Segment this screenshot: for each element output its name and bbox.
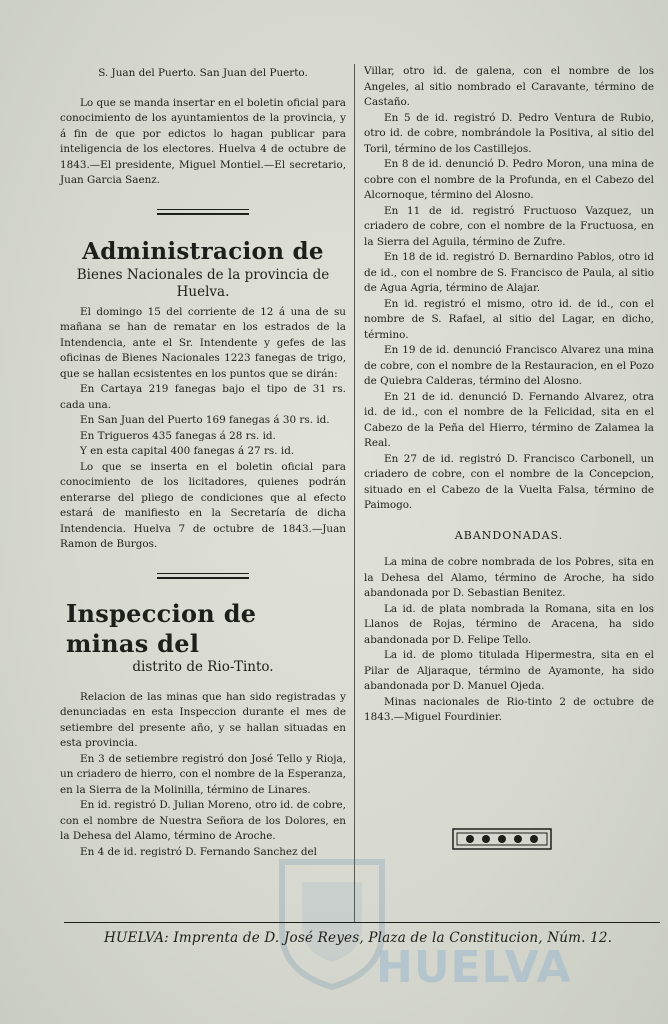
abandoned-heading: ABANDONADAS. [454,528,564,542]
admin-paragraph: Lo que se inserta en el boletin oficial para conocimiento de los licitadores, quienes podrán enterarse del pliego de condiciones que al efecto estará de manifiesto en la Secretaría de dicha Intendencia. Huelva 7 de octubre de 1843.—Juan Ramon de Burgos. [60,460,346,550]
mine-entry: En 21 de id. denunció D. Fernando Alvarez, otra id. de id., con el nombre de la Felicidad, sita en el Cabezo de la Peña del Hierro, término de Zalamea la Real. [364,390,654,449]
abandoned-entry: La id. de plata nombrada la Romana, sita en los Llanos de Rojas, término de Aracena, ha sido abandonada por D. Felipe Tello. [364,602,654,646]
mine-entry: En id. registró el mismo, otro id. de id., con el nombre de S. Rafael, al sitio del Lagar, en dicho, término. [364,297,654,341]
admin-title: Administracion de [82,237,324,265]
admin-paragraph: El domingo 15 del corriente de 12 á una de su mañana se han de rematar en los estrados de la Intendencia, ante el Sr. Intendente y gefes de las oficinas de Bienes Nacionales 1223 fanegas de trigo, que se hallan ecsistentes en los puntos que se dirán: [60,305,346,380]
inspection-paragraph: En 4 de id. registró D. Fernando Sanchez del [80,845,317,858]
admin-subtitle: Bienes Nacionales de la provincia de Huelva. [76,266,330,300]
watermark-shield-icon [272,842,392,992]
mine-entry: En 5 de id. registró D. Pedro Ventura de Rubio, otro id. de cobre, nombrándole la Positiva, al sitio del Toril, término de los Castillejos. [364,111,654,155]
abandoned-entry: La id. de plomo titulada Hipermestra, sita en el Pilar de Aljaraque, término de Ayamonte, ha sido abandonada por D. Manuel Ojeda. [364,649,654,692]
column-divider [354,64,355,922]
abandoned-entry: Minas nacionales de Rio-tinto 2 de octubre de 1843.—Miguel Fourdinier. [364,695,654,723]
section-rule [157,209,249,215]
inspection-paragraph: Relacion de las minas que han sido registradas y denunciadas en esta Inspeccion durante el mes de setiembre del presente año, y se hallan situadas en esta provincia. [60,690,346,749]
watermark-text: HUELVA [376,942,572,993]
imprint-line: HUELVA: Imprenta de D. José Reyes, Plaza de la Constitucion, Núm. 12. [104,930,613,946]
intro-notice: Lo que se manda insertar en el boletin oficial para conocimiento de los ayuntamientos de la provincia, y á fin de que por edictos lo hagan publicar para inteligencia de los electores. Huelva 4 de octubre de 1843.—El presidente, Miguel Montiel.—El secretario, Juan Garcia Saenz. [60,96,346,186]
inspection-subtitle: distrito de Rio-Tinto. [132,658,274,675]
left-column [60,58,346,860]
top-line: S. Juan del Puerto. San Juan del Puerto. [98,67,308,79]
right-column [364,64,654,726]
section-rule [157,573,249,579]
inspection-title: Inspeccion de minas del [66,598,257,658]
admin-paragraph: En Trigueros 435 fanegas á 28 rs. id. [80,429,276,442]
admin-paragraph: En San Juan del Puerto 169 fanegas á 30 rs. id. [80,414,330,426]
mine-entry: En 19 de id. denunció Francisco Alvarez una mina de cobre, con el nombre de la Restauracion, en el Pozo de Quiebra Calderas, término del Alosno. [364,344,654,387]
colophon-ornament [452,828,552,850]
mine-entry: En 11 de id. registró Fructuoso Vazquez, un criadero de cobre, con el nombre de la Fructuosa, en la Sierra del Aguila, término de Zufre. [364,204,654,248]
inspection-paragraph: En id. registró D. Julian Moreno, otro id. de cobre, con el nombre de Nuestra Señora de los Dolores, en la Dehesa del Alamo, término de Aroche. [60,799,346,842]
mine-entry: Villar, otro id. de galena, con el nombre de los Angeles, al sitio nombrado el Caravante, término de Castaño. [364,65,654,108]
admin-paragraph: En Cartaya 219 fanegas bajo el tipo de 31 rs. cada una. [60,383,346,411]
mine-entry: En 18 de id. registró D. Bernardino Pablos, otro id de id., con el nombre de S. Francisco de Paula, al sitio de Agua Agria, término de Alajar. [364,251,654,294]
inspection-paragraph: En 3 de setiembre registró don José Tello y Rioja, un criadero de hierro, con el nombre de la Esperanza, en la Sierra de la Molinilla, término de Linares. [60,752,346,796]
mine-entry: En 27 de id. registró D. Francisco Carbonell, un criadero de cobre, con el nombre de la Concepcion, situado en el Cabezo de la Vuelta Falsa, término de Paimogo. [364,452,654,511]
admin-paragraph: Y en esta capital 400 fanegas á 27 rs. id. [80,445,295,457]
mine-entry: En 8 de id. denunció D. Pedro Moron, una mina de cobre con el nombre de la Profunda, en el Cabezo del Alcornoque, término del Alosno. [364,158,654,201]
footer-rule [64,922,660,923]
abandoned-entry: La mina de cobre nombrada de los Pobres, sita en la Dehesa del Alamo, término de Aroche, ha sido abandonada por D. Sebastian Benitez. [364,556,654,599]
